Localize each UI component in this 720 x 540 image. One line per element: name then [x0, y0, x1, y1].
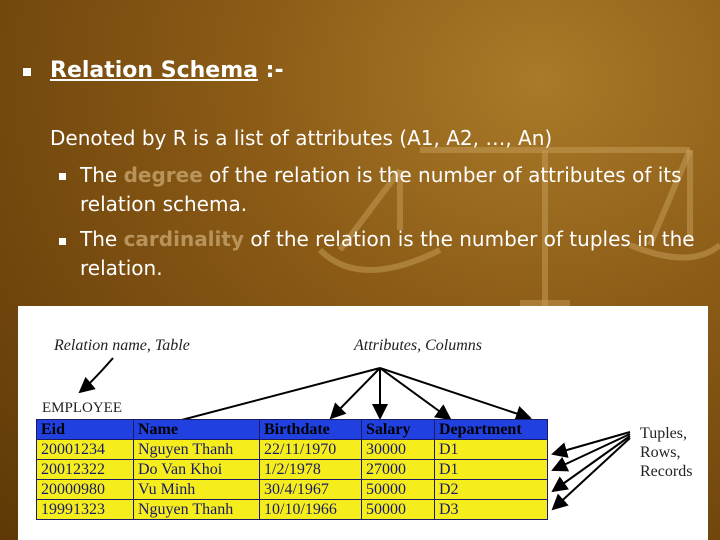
- table-cell: 22/11/1970: [260, 440, 362, 460]
- degree-keyword: degree: [123, 163, 203, 187]
- definition-text: Denoted by R is a list of attributes (A1, A2, …, An): [50, 126, 553, 150]
- table-cell: 19991323: [37, 500, 134, 520]
- attributes-label: Attributes, Columns: [354, 337, 483, 354]
- table-cell: 1/2/1978: [260, 460, 362, 480]
- tuples-label-line: Tuples,: [640, 425, 687, 442]
- table-row: [37, 440, 548, 460]
- table-cell: 20001234: [37, 440, 134, 460]
- table-cell: D1: [435, 440, 548, 460]
- table-cell: D1: [435, 460, 548, 480]
- table-cell: Vu Minh: [134, 480, 260, 500]
- table-name: EMPLOYEE: [42, 400, 122, 416]
- cardinality-text: [80, 225, 700, 283]
- heading-bullet: [23, 68, 31, 76]
- table-cell: 50000: [362, 480, 435, 500]
- employee-table: [36, 419, 548, 520]
- cardinality-pre: The: [80, 227, 124, 251]
- sub-bullet-2: [59, 238, 66, 245]
- column-header: Salary: [362, 420, 435, 440]
- heading-suffix: :-: [257, 58, 284, 83]
- column-header: Birthdate: [260, 420, 362, 440]
- column-header: Department: [435, 420, 548, 440]
- table-row: [37, 460, 548, 480]
- page-title: [50, 58, 284, 83]
- cardinality-keyword: cardinality: [123, 227, 244, 251]
- table-cell: 20000980: [37, 480, 134, 500]
- table-cell: Do Van Khoi: [134, 460, 260, 480]
- table-row: [37, 500, 548, 520]
- table-cell: 20012322: [37, 460, 134, 480]
- table-cell: Nguyen Thanh: [134, 440, 260, 460]
- table-cell: D2: [435, 480, 548, 500]
- table-row: [37, 480, 548, 500]
- tuples-label-line: Rows,: [640, 444, 681, 461]
- table-header-row: [37, 420, 548, 440]
- column-header: Eid: [37, 420, 134, 440]
- heading-title: Relation Schema: [50, 58, 258, 83]
- degree-pre: The: [80, 163, 124, 187]
- relation-diagram: [18, 306, 708, 540]
- sub-bullet-1: [59, 173, 66, 180]
- table-cell: D3: [435, 500, 548, 520]
- table-cell: 27000: [362, 460, 435, 480]
- tuples-label: [640, 424, 692, 481]
- degree-post: of the relation is the number of attributes of its relation schema.: [80, 163, 682, 216]
- column-header: Name: [134, 420, 260, 440]
- table-cell: 30000: [362, 440, 435, 460]
- table-cell: 50000: [362, 500, 435, 520]
- table-cell: Nguyen Thanh: [134, 500, 260, 520]
- table-cell: 10/10/1966: [260, 500, 362, 520]
- degree-text: [80, 161, 700, 219]
- relation-name-label: Relation name, Table: [54, 337, 190, 354]
- table-cell: 30/4/1967: [260, 480, 362, 500]
- tuples-label-line: Records: [640, 463, 693, 480]
- cardinality-post: of the relation is the number of tuples in the relation.: [80, 227, 695, 280]
